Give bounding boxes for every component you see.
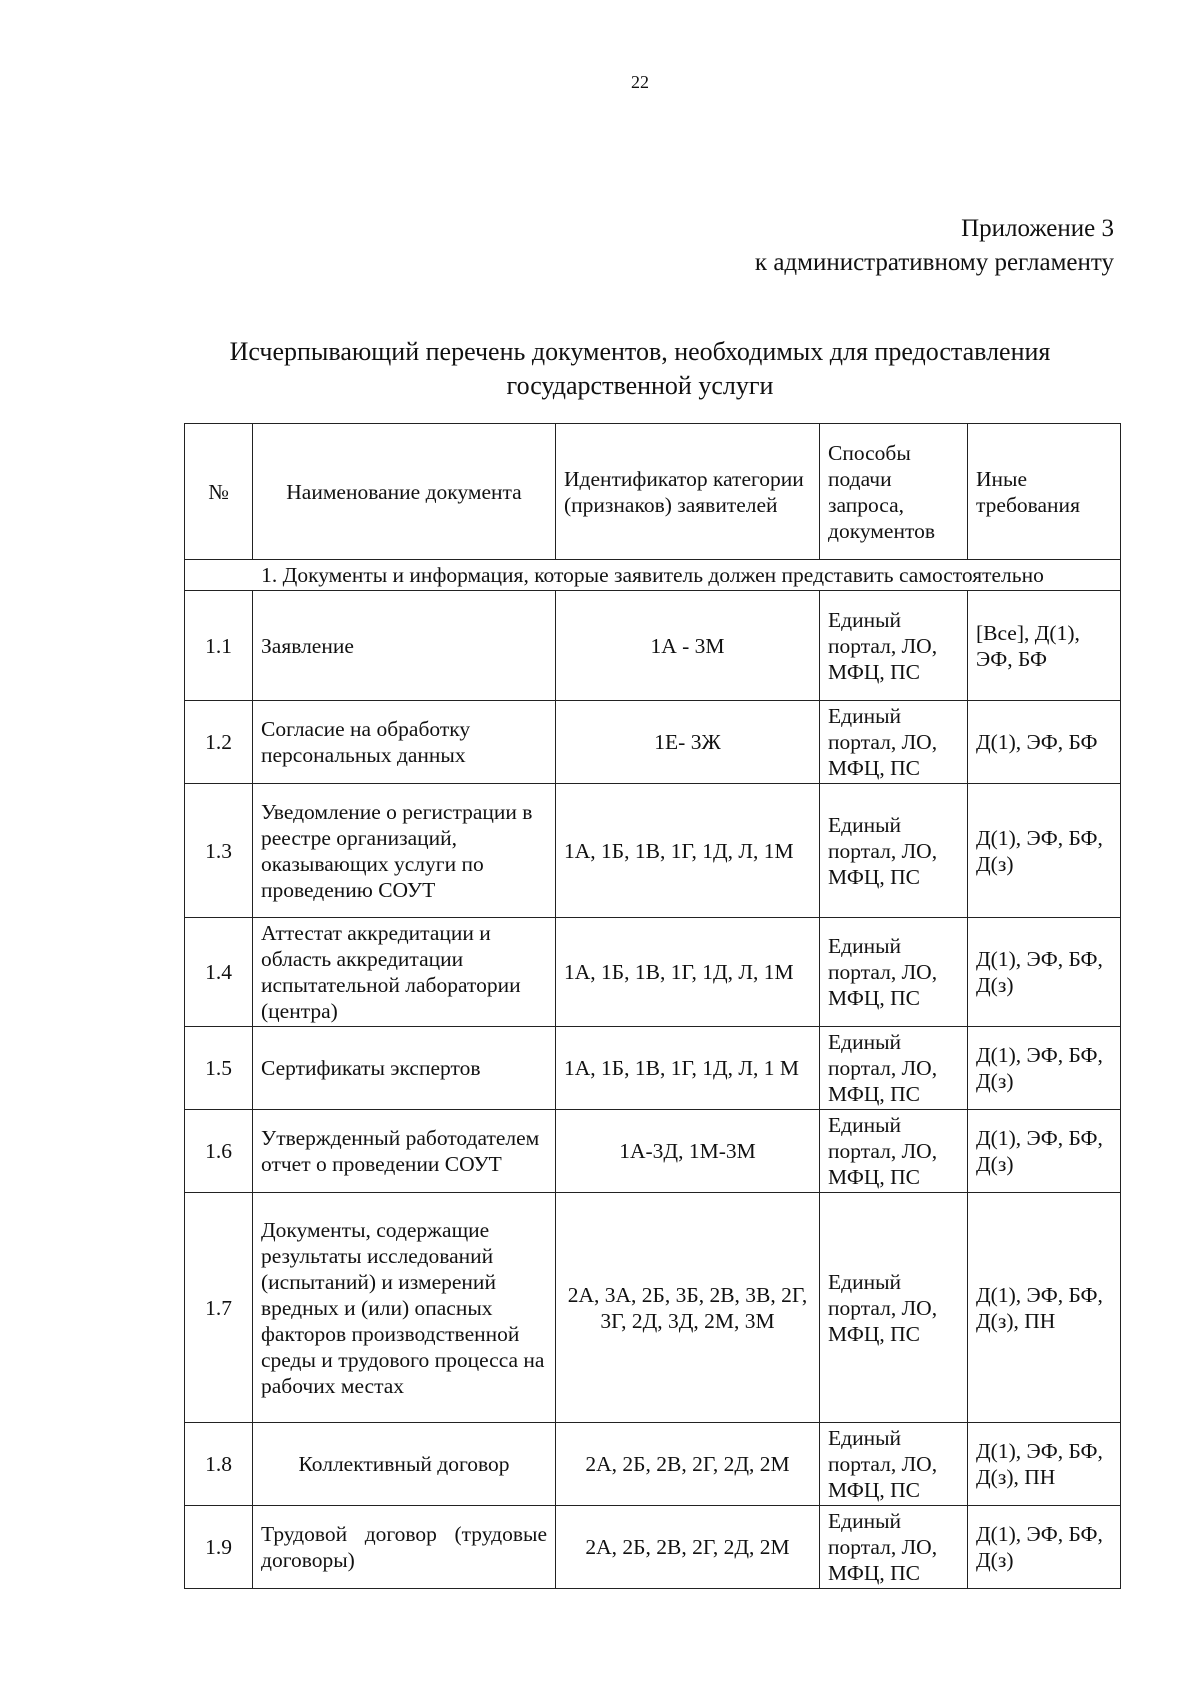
header-num: № bbox=[185, 424, 253, 560]
header-requirements: Иные требования bbox=[968, 424, 1121, 560]
appendix-line-2: к административному регламенту bbox=[754, 249, 1114, 276]
title-line-1: Исчерпывающий перечень документов, необходимых для предоставления bbox=[229, 337, 1051, 366]
row-method: Единый портал, ЛО, МФЦ, ПС bbox=[820, 1506, 968, 1589]
row-requirements: Д(1), ЭФ, БФ, Д(з) bbox=[968, 1110, 1121, 1193]
table-row bbox=[185, 1423, 1121, 1506]
row-requirements: Д(1), ЭФ, БФ, Д(з) bbox=[968, 918, 1121, 1027]
row-num: 1.8 bbox=[185, 1423, 253, 1506]
row-num: 1.6 bbox=[185, 1110, 253, 1193]
row-requirements: Д(1), ЭФ, БФ, Д(з) bbox=[968, 784, 1121, 918]
section-title: 1. Документы и информация, которые заявитель должен представить самостоятельно bbox=[185, 560, 1121, 591]
row-method: Единый портал, ЛО, МФЦ, ПС bbox=[820, 1027, 968, 1110]
row-identifier: 2А, 3А, 2Б, 3Б, 2В, 3В, 2Г, 3Г, 2Д, 3Д, 2М, 3М bbox=[556, 1193, 820, 1423]
table-row bbox=[185, 784, 1121, 918]
row-name: Сертификаты экспертов bbox=[253, 1027, 556, 1110]
row-identifier: 2А, 2Б, 2В, 2Г, 2Д, 2М bbox=[556, 1423, 820, 1506]
row-identifier: 2А, 2Б, 2В, 2Г, 2Д, 2М bbox=[556, 1506, 820, 1589]
table-row bbox=[185, 701, 1121, 784]
table-row bbox=[185, 591, 1121, 701]
row-identifier: 1А, 1Б, 1В, 1Г, 1Д, Л, 1М bbox=[556, 918, 820, 1027]
row-name: Утвержденный работодателем отчет о проведении СОУТ bbox=[253, 1110, 556, 1193]
row-name: Заявление bbox=[253, 591, 556, 701]
page-number: 22 bbox=[631, 72, 649, 92]
header-identifier: Идентификатор категории (признаков) заявителей bbox=[556, 424, 820, 560]
row-identifier: 1А, 1Б, 1В, 1Г, 1Д, Л, 1М bbox=[556, 784, 820, 918]
row-identifier: 1Е- 3Ж bbox=[556, 701, 820, 784]
row-method: Единый портал, ЛО, МФЦ, ПС bbox=[820, 1110, 968, 1193]
header-name: Наименование документа bbox=[253, 424, 556, 560]
title-line-2: государственной услуги bbox=[506, 371, 774, 400]
table-row bbox=[185, 1193, 1121, 1423]
row-method: Единый портал, ЛО, МФЦ, ПС bbox=[820, 1423, 968, 1506]
row-identifier: 1А, 1Б, 1В, 1Г, 1Д, Л, 1 М bbox=[556, 1027, 820, 1110]
row-num: 1.7 bbox=[185, 1193, 253, 1423]
row-requirements: Д(1), ЭФ, БФ, Д(з), ПН bbox=[968, 1423, 1121, 1506]
row-name: Документы, содержащие результаты исследований (испытаний) и измерений вредных и (или) опасных факторов производственной среды и трудового процесса на рабочих местах bbox=[253, 1193, 556, 1423]
table-row bbox=[185, 1110, 1121, 1193]
row-num: 1.5 bbox=[185, 1027, 253, 1110]
row-identifier: 1А - 3М bbox=[556, 591, 820, 701]
row-name: Аттестат аккредитации и область аккредитации испытательной лаборатории (центра) bbox=[253, 918, 556, 1027]
section-row bbox=[185, 560, 1121, 591]
row-name: Согласие на обработку персональных данных bbox=[253, 701, 556, 784]
table-row bbox=[185, 1027, 1121, 1110]
row-method: Единый портал, ЛО, МФЦ, ПС bbox=[820, 701, 968, 784]
row-num: 1.9 bbox=[185, 1506, 253, 1589]
header-method: Способы подачи запроса, документов bbox=[820, 424, 968, 560]
row-requirements: Д(1), ЭФ, БФ, Д(з), ПН bbox=[968, 1193, 1121, 1423]
table-row bbox=[185, 918, 1121, 1027]
document-title bbox=[160, 335, 1120, 403]
row-num: 1.3 bbox=[185, 784, 253, 918]
appendix-line-1: Приложение 3 bbox=[961, 215, 1114, 242]
row-requirements: Д(1), ЭФ, БФ, Д(з) bbox=[968, 1027, 1121, 1110]
row-requirements: [Все], Д(1), ЭФ, БФ bbox=[968, 591, 1121, 701]
row-name: Коллективный договор bbox=[253, 1423, 556, 1506]
row-requirements: Д(1), ЭФ, БФ bbox=[968, 701, 1121, 784]
row-identifier: 1А-3Д, 1М-3М bbox=[556, 1110, 820, 1193]
row-name: Трудовой договор (трудовые договоры) bbox=[253, 1506, 556, 1589]
row-method: Единый портал, ЛО, МФЦ, ПС bbox=[820, 918, 968, 1027]
table-row bbox=[185, 1506, 1121, 1589]
table-header-row bbox=[185, 424, 1121, 560]
row-num: 1.4 bbox=[185, 918, 253, 1027]
row-num: 1.1 bbox=[185, 591, 253, 701]
row-name: Уведомление о регистрации в реестре организаций, оказывающих услуги по проведению СОУТ bbox=[253, 784, 556, 918]
documents-table bbox=[184, 423, 1121, 1589]
row-method: Единый портал, ЛО, МФЦ, ПС bbox=[820, 591, 968, 701]
row-requirements: Д(1), ЭФ, БФ, Д(з) bbox=[968, 1506, 1121, 1589]
row-method: Единый портал, ЛО, МФЦ, ПС bbox=[820, 1193, 968, 1423]
row-method: Единый портал, ЛО, МФЦ, ПС bbox=[820, 784, 968, 918]
row-num: 1.2 bbox=[185, 701, 253, 784]
appendix-heading bbox=[755, 212, 1114, 280]
